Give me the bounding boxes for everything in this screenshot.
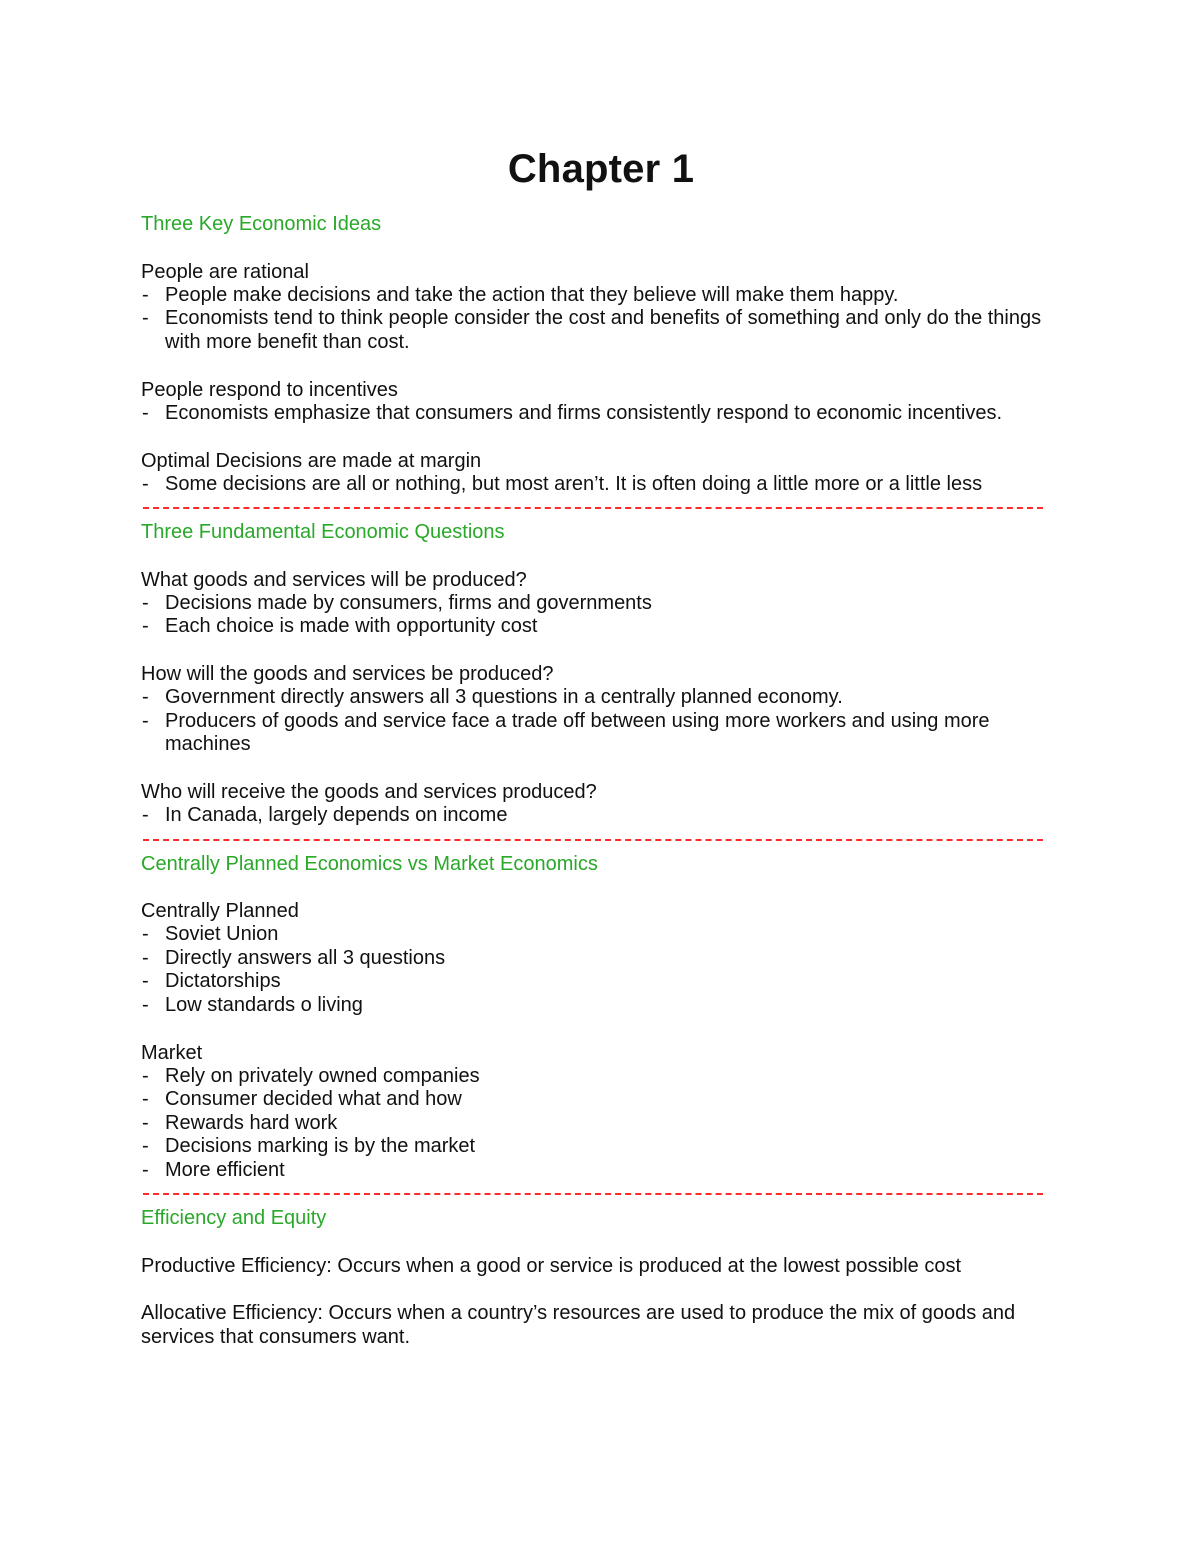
topic-group: [141, 378, 1061, 426]
spacer: [141, 354, 1061, 378]
bullet-text: Rewards hard work: [165, 1111, 338, 1134]
spacer: [141, 236, 1061, 260]
topic-label: Who will receive the goods and services produced?: [141, 781, 597, 803]
topic-group: [141, 1301, 1061, 1349]
list-item: [141, 1135, 1061, 1159]
bullet-dash: -: [142, 686, 149, 708]
bullet-list: [141, 923, 1061, 1017]
bullet-dash: -: [142, 709, 149, 732]
list-item: [141, 284, 1061, 308]
bullet-text: Directly answers all 3 questions: [165, 946, 446, 969]
bullet-dash: -: [142, 1088, 149, 1110]
list-item: [141, 307, 1061, 354]
bullet-text: Some decisions are all or nothing, but most aren’t. It is often doing a little more or a little less: [165, 472, 983, 495]
list-item: [141, 1159, 1061, 1183]
topic-group: [141, 780, 1061, 828]
list-item: [141, 804, 1061, 828]
topic-group: [141, 1254, 1061, 1278]
section-separator: [143, 839, 1043, 841]
topic-label: What goods and services will be produced?: [141, 568, 527, 591]
bullet-list: [141, 592, 1061, 639]
bullet-text: Low standards o living: [165, 993, 363, 1016]
bullet-text: Soviet Union: [165, 923, 279, 945]
bullet-dash: -: [142, 283, 149, 306]
topic-group: [141, 568, 1061, 639]
bullet-list: [141, 473, 1061, 497]
topic-label: Allocative Efficiency: Occurs when a country’s resources are used to produce the mix of goods and services that consumers want.: [141, 1302, 1016, 1348]
spacer: [141, 876, 1061, 900]
list-item: [141, 592, 1061, 616]
bullet-dash: -: [142, 1135, 149, 1157]
sections-container: [141, 212, 1061, 1349]
bullet-text: Economists tend to think people consider the cost and benefits of something and only do the things with more benefit than cost.: [165, 307, 1042, 353]
bullet-list: [141, 1065, 1061, 1183]
bullet-dash: -: [142, 615, 149, 637]
list-item: [141, 923, 1061, 947]
bullet-list: [141, 284, 1061, 355]
bullet-text: Economists emphasize that consumers and firms consistently respond to economic incentives.: [165, 401, 1003, 424]
bullet-text: Dictatorships: [165, 970, 281, 992]
bullet-list: [141, 402, 1061, 426]
bullet-dash: -: [142, 591, 149, 614]
topic-label: Optimal Decisions are made at margin: [141, 449, 482, 472]
section-separator: [143, 1193, 1043, 1195]
spacer: [141, 1278, 1061, 1302]
list-item: [141, 402, 1061, 426]
list-item: [141, 686, 1061, 710]
bullet-text: People make decisions and take the action that they believe will make them happy.: [165, 283, 899, 306]
bullet-dash: -: [142, 401, 149, 424]
spacer: [141, 757, 1061, 781]
topic-label: Market: [141, 1041, 203, 1064]
list-item: [141, 1088, 1061, 1112]
section-separator: [143, 507, 1043, 509]
list-item: [141, 1112, 1061, 1136]
list-item: [141, 615, 1061, 639]
topic-label: How will the goods and services be produced?: [141, 663, 554, 685]
spacer: [141, 1017, 1061, 1041]
list-item: [141, 710, 1061, 757]
list-item: [141, 473, 1061, 497]
topic-group: [141, 662, 1061, 757]
section-heading: Three Key Economic Ideas: [141, 213, 382, 235]
bullet-list: [141, 686, 1061, 757]
bullet-text: Government directly answers all 3 questions in a centrally planned economy.: [165, 686, 843, 708]
bullet-text: Decisions marking is by the market: [165, 1135, 476, 1157]
bullet-dash: -: [142, 993, 149, 1016]
bullet-dash: -: [142, 946, 149, 969]
topic-group: [141, 449, 1061, 497]
bullet-dash: -: [142, 970, 149, 992]
list-item: [141, 994, 1061, 1018]
list-item: [141, 970, 1061, 994]
topic-label: People are rational: [141, 260, 309, 283]
list-item: [141, 947, 1061, 971]
bullet-dash: -: [142, 1158, 149, 1181]
bullet-dash: -: [142, 307, 149, 329]
topic-label: People respond to incentives: [141, 378, 398, 401]
bullet-dash: -: [142, 804, 149, 826]
section-heading: Efficiency and Equity: [141, 1207, 327, 1229]
bullet-text: Each choice is made with opportunity cost: [165, 615, 538, 637]
section-heading: Centrally Planned Economics vs Market Economics: [141, 852, 598, 875]
list-item: [141, 1065, 1061, 1089]
bullet-dash: -: [142, 923, 149, 945]
bullet-list: [141, 804, 1061, 828]
bullet-text: Producers of goods and service face a trade off between using more workers and using more machines: [165, 709, 990, 755]
spacer: [141, 425, 1061, 449]
topic-label: Productive Efficiency: Occurs when a good or service is produced at the lowest possible cost: [141, 1254, 962, 1277]
document-content: [141, 146, 1061, 1349]
bullet-text: In Canada, largely depends on income: [165, 804, 508, 826]
spacer: [141, 1230, 1061, 1254]
section-heading: Three Fundamental Economic Questions: [141, 521, 505, 543]
topic-label: Centrally Planned: [141, 900, 299, 922]
bullet-dash: -: [142, 1111, 149, 1134]
topic-group: [141, 260, 1061, 355]
bullet-dash: -: [142, 1064, 149, 1087]
topic-group: [141, 1041, 1061, 1183]
bullet-text: Rely on privately owned companies: [165, 1064, 480, 1087]
topic-group: [141, 899, 1061, 1017]
bullet-text: Decisions made by consumers, firms and governments: [165, 591, 652, 614]
bullet-dash: -: [142, 472, 149, 495]
spacer: [141, 639, 1061, 663]
bullet-text: More efficient: [165, 1158, 285, 1181]
page-title: Chapter 1: [507, 147, 695, 191]
bullet-text: Consumer decided what and how: [165, 1088, 462, 1110]
spacer: [141, 544, 1061, 568]
